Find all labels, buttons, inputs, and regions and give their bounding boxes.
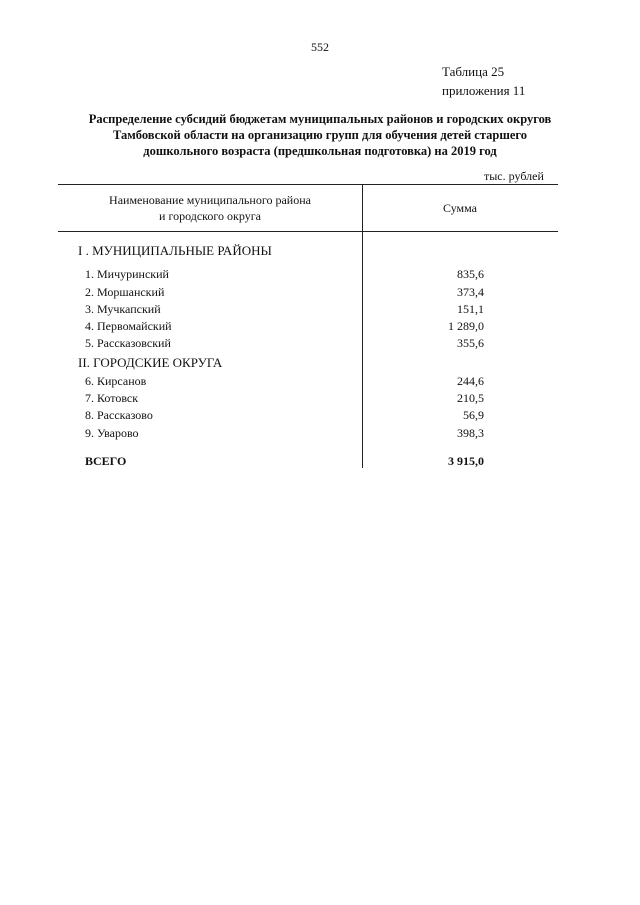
row-value: 398,3 (457, 426, 484, 440)
row-name: 4. Первомайский (85, 319, 172, 333)
row-name: 8. Рассказово (85, 408, 153, 422)
table-row (0, 267, 640, 285)
row-name: 7. Котовск (85, 391, 139, 405)
column-header-sum: Сумма (443, 201, 477, 215)
table-row (0, 374, 640, 392)
row-value: 835,6 (457, 267, 484, 281)
table-row (0, 319, 640, 337)
row-name: 1. Мичуринский (85, 267, 169, 281)
appendix-reference: приложения 11 (442, 83, 526, 98)
table-row (0, 391, 640, 409)
title-line-3: дошкольного возраста (предшкольная подготовка) на 2019 год (143, 144, 497, 158)
row-name: 5. Рассказовский (85, 336, 171, 350)
table-row (0, 336, 640, 354)
total-row (0, 454, 640, 472)
total-value: 3 915,0 (448, 454, 484, 468)
row-name: 3. Мучкапский (85, 302, 161, 316)
units-label: тыс. рублей (484, 169, 544, 183)
row-value: 151,1 (457, 302, 484, 316)
section-municipal-districts: I . МУНИЦИПАЛЬНЫЕ РАЙОНЫ (78, 243, 272, 258)
table-row (0, 408, 640, 426)
table-row (0, 285, 640, 303)
table-top-rule (58, 184, 558, 185)
row-value: 373,4 (457, 285, 484, 299)
row-value: 355,6 (457, 336, 484, 350)
row-value: 210,5 (457, 391, 484, 405)
total-label: ВСЕГО (85, 454, 127, 468)
row-name: 2. Моршанский (85, 285, 165, 299)
column-header-name-line-1: Наименование муниципального района (109, 193, 311, 207)
table-row (0, 302, 640, 320)
column-header-name (60, 192, 360, 224)
table-row (0, 426, 640, 444)
section-city-districts: II. ГОРОДСКИЕ ОКРУГА (78, 355, 223, 370)
title-line-1: Распределение субсидий бюджетам муниципальных районов и городских округов (88, 112, 552, 126)
title-line-2: Тамбовской области на организацию групп для обучения детей старшего (112, 128, 528, 142)
row-value: 1 289,0 (448, 319, 484, 333)
page-number: 552 (311, 40, 329, 54)
table-number: Таблица 25 (442, 64, 505, 79)
column-header-name-line-2: и городского округа (159, 209, 261, 223)
table-header-rule (58, 231, 558, 232)
row-name: 6. Кирсанов (85, 374, 147, 388)
row-value: 56,9 (463, 408, 484, 422)
row-value: 244,6 (457, 374, 484, 388)
row-name: 9. Уварово (85, 426, 139, 440)
document-title (40, 111, 600, 159)
